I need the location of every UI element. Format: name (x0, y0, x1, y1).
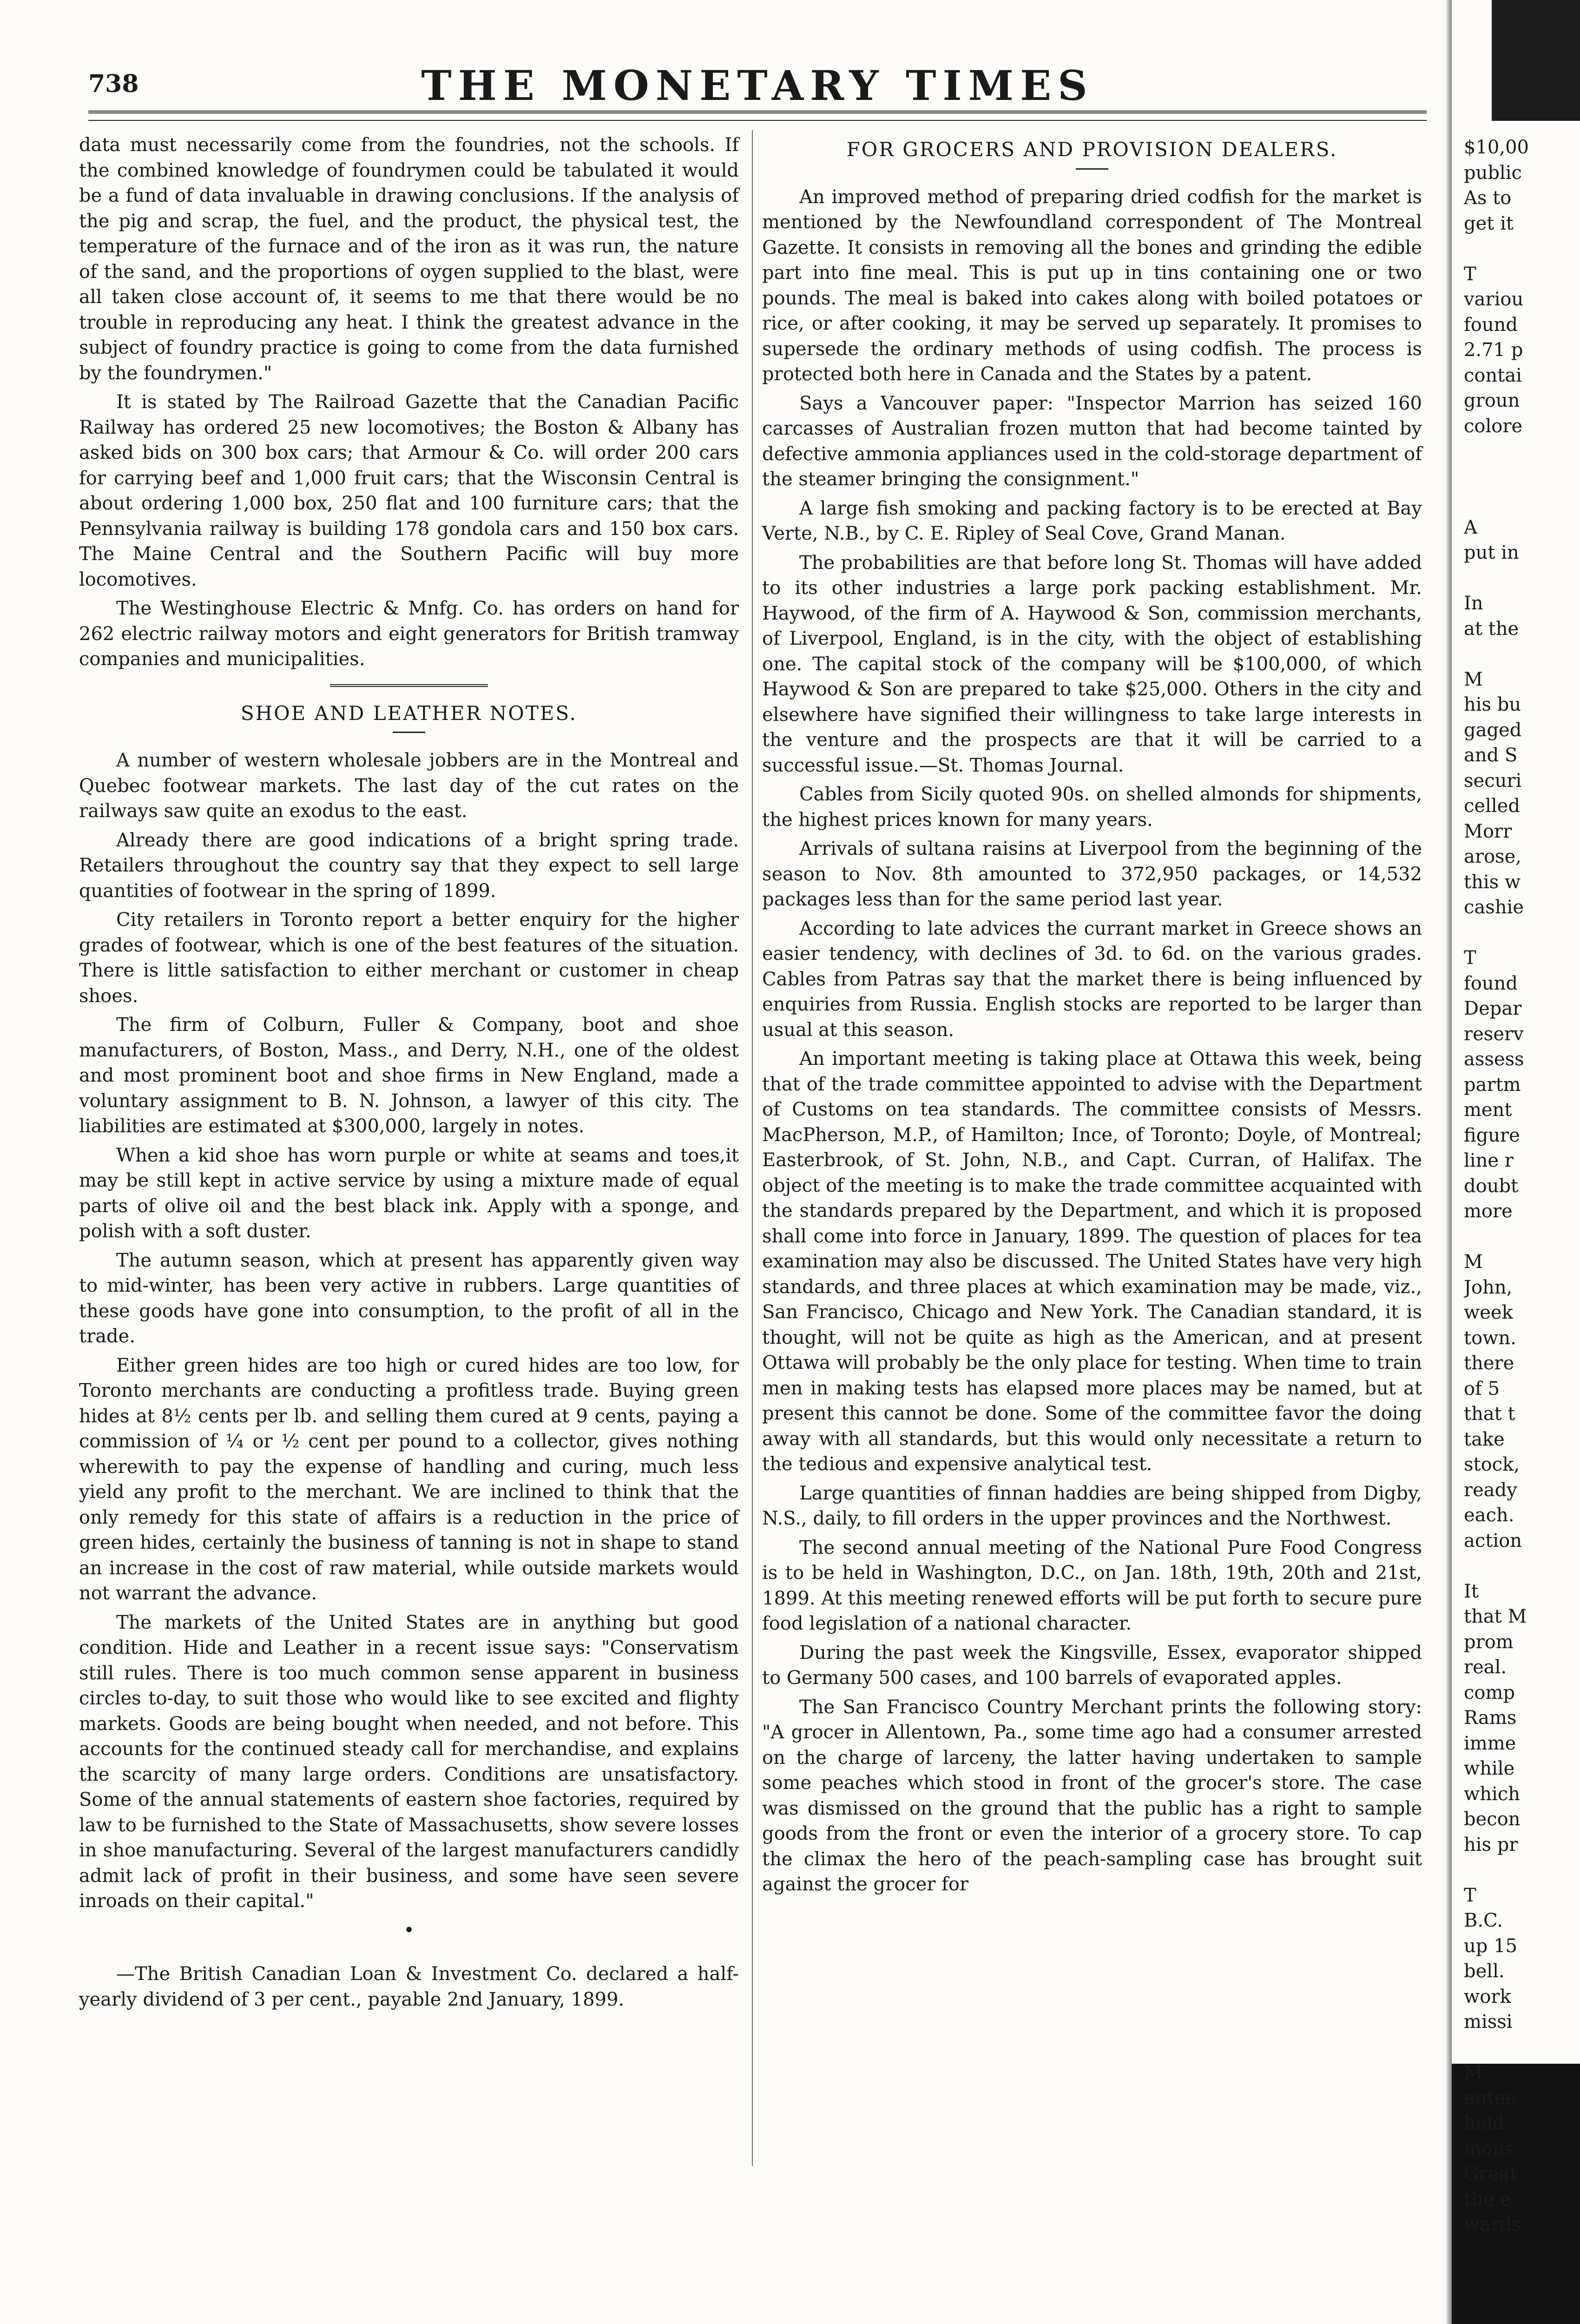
adjacent-line-fragment: that M (1464, 1606, 1527, 1627)
adjacent-line-fragment: 2.71 p (1464, 339, 1523, 361)
adjacent-line-fragment: figure (1464, 1124, 1520, 1146)
adjacent-line-fragment: his pr (1464, 1834, 1518, 1855)
adjacent-line-fragment: comp (1464, 1682, 1515, 1703)
masthead-rule-thin (88, 120, 1427, 121)
left-column (79, 132, 739, 2016)
adjacent-line-fragment: real. (1464, 1657, 1507, 1678)
adjacent-line-fragment: this w (1464, 871, 1521, 893)
article-paragraph: The second annual meeting of the National Pure Food Congress is to be held in Washington, D.C., on Jan. 18th, 19th, 20th and 21st, 1899. At this meeting renewed efforts will be put forth to secure pure food legislation of a national character. (762, 1537, 1422, 1634)
adjacent-line-fragment: ment (1464, 1099, 1512, 1121)
article-paragraph: The San Francisco Country Merchant prints the following story: "A grocer in Allentown, Pa., some time ago had a consumer arrested on the charge of larceny, the latter having undertaken to sample some peaches which stood in front of the grocer's store. The case was dismissed on the ground that the public has a right to sample goods from the front or even the interior of a grocery store. To cap the climax the hero of the peach-sampling case has brought suit against the grocer for (762, 1696, 1422, 1895)
article-paragraph: The firm of Colburn, Fuller & Company, boot and shoe manufacturers, of Boston, Mass., and Derry, N.H., one of the oldest and most prominent boot and shoe firms in New England, made a voluntary assignment to B. N. Johnson, a lawyer of this city. The liabilities are estimated at $300,000, largely in notes. (79, 1014, 739, 1137)
article-paragraph: Says a Vancouver paper: "Inspector Marrion has seized 160 carcasses of Australian frozen mutton that had become tainted by defective ammonia appliances used in the cold-storage department of the steamer bringing the consignment." (762, 392, 1422, 490)
article-paragraph: Cables from Sicily quoted 90s. on shelled almonds for shipments, the highest prices known for many years. (762, 784, 1422, 831)
article-paragraph: City retailers in Toronto report a better enquiry for the higher grades of footwear, which is one of the best features of the situation. There is little satisfaction to either merchant or customer in cheap shoes. (79, 909, 739, 1007)
adjacent-line-fragment: bell. (1464, 1961, 1505, 1982)
article-paragraph: Either green hides are too high or cured hides are too low, for Toronto merchants are conducting a profitless trade. Buying green hides at 8½ cents per lb. and selling them cured at 9 cents, paying a commission of ¼ or ½ cent per pound to a collector, gives nothing wherewith to pay the expense of handling and curing, much less yield any profit to the merchant. We are inclined to think that the only remedy for this state of affairs is a reduction in the price of green hides, certainly the business of tanning is not in shape to stand an increase in the cost of raw material, while outside markets would not warrant the advance. (79, 1354, 739, 1604)
section-divider (330, 684, 488, 687)
adjacent-line-fragment (1464, 1857, 1580, 1883)
adjacent-line-fragment: his bu (1464, 694, 1521, 715)
adjacent-line-fragment (1464, 236, 1580, 262)
adjacent-line-fragment: there (1464, 1353, 1514, 1374)
adjacent-line-fragment: cashie (1464, 897, 1524, 918)
heading-rule (393, 732, 425, 733)
adjacent-line-fragment: stock, (1464, 1454, 1520, 1475)
adjacent-line-fragment: In (1464, 593, 1483, 614)
adjacent-line-fragment: A (1464, 516, 1477, 538)
column-divider (752, 130, 753, 2166)
heading-rule (1076, 168, 1108, 170)
adjacent-line-fragment (1464, 464, 1580, 490)
adjacent-line-fragment (1464, 439, 1580, 464)
adjacent-line-fragment: ready (1464, 1479, 1517, 1501)
article-paragraph: A number of western wholesale jobbers are in the Montreal and Quebec footwear markets. The last day of the cut rates on the railways saw quite an exodus to the east. (79, 750, 739, 822)
adjacent-line-fragment: variou (1464, 289, 1524, 310)
adjacent-line-fragment: Depar (1464, 998, 1522, 1019)
article-paragraph: The markets of the United States are in anything but good condition. Hide and Leather in a recent issue says: "Conservatism still rules. There is too much common sense apparent in business circles to-day, to suit those who would like to see excited and flighty markets. Goods are being bought when needed, and not before. This accounts for the continued steady call for merchandise, and explains the scarcity of many large orders. Conditions are unsatisfactory. Some of the annual statements of eastern shoe factories, required by law to be furnished to the State of Massachusetts, show severe losses in shoe manufacturing. Several of the largest manufacturers candidly admit lack of profit in their business, and some have seen severe inroads on their capital." (79, 1611, 739, 1912)
adjacent-line-fragment: securi (1464, 770, 1522, 792)
section-bullet: • (403, 1919, 415, 1941)
article-paragraph: During the past week the Kingsville, Essex, evaporator shipped to Germany 500 cases, and 100 barrels of evaporated apples. (762, 1642, 1422, 1689)
adjacent-line-fragment: wards (1464, 2214, 1521, 2235)
adjacent-line-fragment: It (1464, 1580, 1479, 1602)
article-paragraph: An improved method of preparing dried codfish for the market is mentioned by the Newfoundland correspondent of The Montreal Gazette. It consists in removing all the bones and grinding the edible part into fine meal. This is put up in tins containing one or two pounds. The meal is baked into cakes along with boiled potatoes or rice, or after cooking, it may be served up separately. It promises to supersede the ordinary methods of using codfish. The process is protected both here in Canada and the States by a patent. (762, 186, 1422, 385)
adjacent-line-fragment: at the (1464, 618, 1519, 640)
section-heading-grocers: FOR GROCERS AND PROVISION DEALERS. (846, 138, 1338, 161)
adjacent-line-fragment (1464, 566, 1580, 591)
adjacent-line-fragment: reserv (1464, 1023, 1524, 1045)
adjacent-line-fragment: B.C. (1464, 1910, 1503, 1931)
adjacent-line-fragment: doubt (1464, 1175, 1519, 1197)
adjacent-line-fragment: that t (1464, 1403, 1515, 1425)
adjacent-line-fragment: more (1464, 1201, 1513, 1222)
adjacent-page-column (1464, 135, 1580, 2238)
adjacent-line-fragment: put in (1464, 542, 1519, 563)
article-paragraph: It is stated by The Railroad Gazette that the Canadian Pacific Railway has ordered 25 new locomotives; the Boston & Albany has asked bids on 300 box cars; that Armour & Co. will order 200 cars for carrying beef and 1,000 fruit cars; that the Wisconsin Central is about ordering 1,000 box, 250 flat and 100 furniture cars; that the Pennsylvania railway is building 178 gondola cars and 150 box cars. The Maine Central and the Southern Pacific will buy more locomotives. (79, 391, 739, 590)
article-paragraph: A large fish smoking and packing factory is to be erected at Bay Verte, N.B., by C. E. Ripley of Seal Cove, Grand Manan. (762, 497, 1422, 544)
adjacent-line-fragment: up 15 (1464, 1935, 1517, 1957)
adjacent-line-fragment: Morr (1464, 820, 1512, 842)
article-paragraph: Arrivals of sultana raisins at Liverpool from the beginning of the season to Nov. 8th amounted to 372,950 packages, or 14,532 packages less than for the same period last year. (762, 838, 1422, 910)
adjacent-line-fragment: colore (1464, 415, 1523, 437)
adjacent-line-fragment: while (1464, 1758, 1515, 1779)
section-heading-shoe-leather: SHOE AND LEATHER NOTES. (240, 701, 578, 725)
adjacent-line-fragment (1464, 489, 1580, 515)
adjacent-line-fragment: week (1464, 1302, 1513, 1323)
adjacent-line-fragment: missi (1464, 2011, 1513, 2033)
adjacent-line-fragment: T (1464, 947, 1476, 969)
adjacent-line-fragment: mons (1464, 2138, 1514, 2159)
adjacent-line-fragment: gaged (1464, 719, 1522, 741)
adjacent-line-fragment: T (1464, 263, 1476, 285)
adjacent-line-fragment (1464, 920, 1580, 946)
page-number: 738 (88, 70, 139, 98)
adjacent-line-fragment: $10,00 (1464, 137, 1529, 158)
adjacent-line-fragment: which (1464, 1783, 1520, 1805)
adjacent-line-fragment: M (1464, 2062, 1483, 2083)
adjacent-line-fragment (1464, 2035, 1580, 2060)
book-spine-shadow (1445, 0, 1452, 2324)
adjacent-line-fragment: M (1464, 1251, 1483, 1273)
adjacent-line-fragment: held (1464, 2113, 1505, 2134)
adjacent-line-fragment: assess (1464, 1049, 1524, 1070)
adjacent-line-fragment: T (1464, 1884, 1476, 1906)
article-paragraph: The Westinghouse Electric & Mnfg. Co. has orders on hand for 262 electric railway motors and eight generators for British tramway companies and municipalities. (79, 598, 739, 670)
article-paragraph: An important meeting is taking place at Ottawa this week, being that of the trade committee appointed to advise with the Department of Customs on tea standards. The committee consists of Messrs. MacPherson, M.P., of Hamilton; Ince, of Toronto; Doyle, of Montreal; Easterbrook, of St. John, N.B., and Capt. Curran, of Halifax. The object of the meeting is to make the trade committee acquainted with the standards prepared by the Department, and which it is proposed shall come into force in January, 1899. The question of places for tea examination may also be discussed. The United States have very high standards, and three places at which examination may be made, viz., San Francisco, Chicago and New York. The Canadian standard, it is thought, will not be quite as high as the American, and at present Ottawa will probably be the only place for testing. When time to train men in making tests has elapsed more places may be named, but at present this cannot be done. Some of the committee favor the doing away with all standards, but this would only necessitate a return to the tedious and expensive analytical test. (762, 1048, 1422, 1475)
adjacent-line-fragment: town. (1464, 1327, 1516, 1349)
adjacent-line-fragment: antee (1464, 2087, 1517, 2109)
scan-edge-top (1492, 0, 1580, 121)
article-paragraph: Already there are good indications of a bright spring trade. Retailers throughout the country say that they expect to sell large quantities of footwear in the spring of 1899. (79, 829, 739, 902)
adjacent-line-fragment: celled (1464, 795, 1520, 817)
adjacent-line-fragment (1464, 641, 1580, 667)
article-paragraph: data must necessarily come from the foundries, not the schools. If the combined knowledge of foundrymen could be tabulated it would be a fund of data invaluable in drawing conclusions. If the analysis of the pig and scrap, the fuel, and the product, the physical test, the temperature of the furnace and of the iron as it was run, the nature of the sand, and the proportions of oygen supplied to the blast, were all taken close account of, it seems to me that there would be no trouble in reproducing any heat. I think the greatest advance in the subject of foundry practice is going to come from the data furnished by the foundrymen." (79, 134, 739, 384)
middle-column (762, 132, 1422, 1901)
adjacent-line-fragment: Rams (1464, 1707, 1517, 1729)
news-note: —The British Canadian Loan & Investment Co. declared a half-yearly dividend of 3 per cent., payable 2nd January, 1899. (79, 1963, 739, 2010)
adjacent-line-fragment (1464, 1224, 1580, 1250)
adjacent-line-fragment: arose, (1464, 846, 1521, 867)
adjacent-line-fragment: work (1464, 1986, 1511, 2007)
adjacent-line-fragment (1464, 1553, 1580, 1579)
adjacent-line-fragment: found (1464, 314, 1518, 336)
article-paragraph: Large quantities of finnan haddies are being shipped from Digby, N.S., daily, to fill orders in the upper provinces and the Northwest. (762, 1482, 1422, 1529)
adjacent-line-fragment: and S (1464, 745, 1518, 766)
adjacent-line-fragment: action (1464, 1530, 1522, 1552)
adjacent-line-fragment: public (1464, 162, 1522, 184)
adjacent-line-fragment: get it (1464, 212, 1514, 234)
article-paragraph: The autumn season, which at present has apparently given way to mid-winter, has been very active in rubbers. Large quantities of these goods have gone into consumption, to the profit of all in the trade. (79, 1249, 739, 1347)
adjacent-line-fragment: take (1464, 1428, 1505, 1450)
adjacent-line-fragment: line r (1464, 1150, 1514, 1171)
adjacent-line-fragment: John, (1464, 1276, 1513, 1298)
adjacent-line-fragment: the e (1464, 2188, 1511, 2210)
adjacent-line-fragment: prom (1464, 1631, 1514, 1653)
masthead-rule (88, 111, 1427, 113)
article-paragraph: According to late advices the currant market in Greece shows an easier tendency, with declines of 3d. to 6d. on the various grades. Cables from Patras say that the market there is being influenced by enquiries from Russia. English stocks are reported to be larger than usual at this season. (762, 918, 1422, 1041)
adjacent-line-fragment: each. (1464, 1505, 1514, 1526)
article-paragraph: The probabilities are that before long St. Thomas will have added to its other industries a large pork packing establishment. Mr. Haywood, of the firm of A. Haywood & Son, commission merchants, of Liverpool, England, is in the city, with the object of establishing one. The capital stock of the company will be $100,000, of which Haywood & Son are prepared to take $25,000. Others in the city and elsewhere have signified their willingness to take large interests in the venture and the prospects are that it will be carried to a successful issue.—St. Thomas Journal. (762, 552, 1422, 776)
adjacent-line-fragment: Great (1464, 2163, 1517, 2185)
adjacent-line-fragment: M (1464, 668, 1483, 690)
adjacent-line-fragment: imme (1464, 1732, 1516, 1754)
masthead-title: THE MONETARY TIMES (421, 61, 1094, 110)
adjacent-line-fragment: contai (1464, 364, 1522, 386)
adjacent-line-fragment: found (1464, 972, 1518, 994)
adjacent-line-fragment: groun (1464, 390, 1520, 411)
adjacent-line-fragment: As to (1464, 187, 1512, 209)
article-paragraph: When a kid shoe has worn purple or white at seams and toes,it may be still kept in active service by using a mixture made of equal parts of olive oil and the best black ink. Apply with a sponge, and polish with a soft duster. (79, 1144, 739, 1242)
adjacent-line-fragment: becon (1464, 1809, 1521, 1830)
adjacent-line-fragment: partm (1464, 1074, 1521, 1096)
adjacent-line-fragment: of 5 (1464, 1378, 1500, 1400)
